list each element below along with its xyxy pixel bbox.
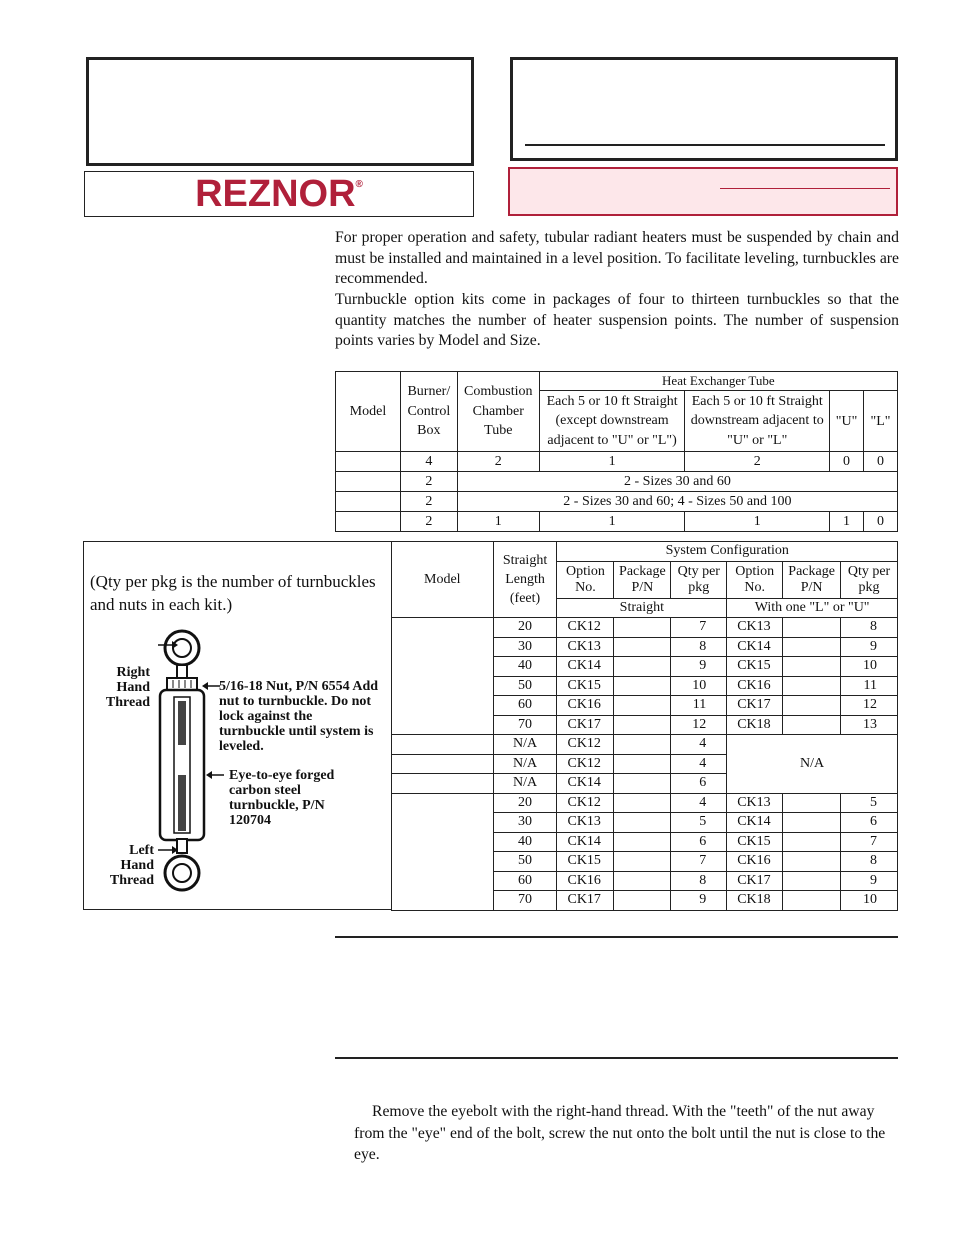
figure-arrows bbox=[150, 640, 230, 870]
col-burner: Burner/ Control Box bbox=[400, 372, 457, 452]
table-row: N/A CK12 4 bbox=[392, 754, 898, 774]
qty-note: (Qty per pkg is the number of turnbuckles and nuts in each kit.) bbox=[90, 572, 376, 614]
col-option-b: Option No. bbox=[727, 561, 783, 598]
table-row: 50 CK15 10 CK16 11 bbox=[392, 676, 898, 696]
col-each-straight: Each 5 or 10 ft Straight (except downstream adjacent to "U" or "L") bbox=[539, 391, 685, 452]
table-row: 2 2 - Sizes 30 and 60; 4 - Sizes 50 and 100 bbox=[336, 492, 898, 512]
col-package-b: Package P/N bbox=[783, 561, 841, 598]
table-row: 40 CK14 9 CK15 10 bbox=[392, 657, 898, 677]
table-row: 70 CK17 9 CK18 10 bbox=[392, 891, 898, 911]
table-row: 30 CK13 8 CK14 9 bbox=[392, 637, 898, 657]
header-pink-box bbox=[508, 167, 898, 216]
header-box-left bbox=[86, 57, 474, 166]
table-row: 60 CK16 8 CK17 9 bbox=[392, 871, 898, 891]
col-l: "L" bbox=[864, 391, 898, 452]
table-row: 40 CK14 6 CK15 7 bbox=[392, 832, 898, 852]
col-model: Model bbox=[336, 372, 401, 452]
table-row: 4 2 1 2 0 0 bbox=[336, 452, 898, 472]
instruction-paragraph: Remove the eyebolt with the right-hand thread. With the "teeth" of the nut away from the "eye" end of the bolt, screw the nut onto the bolt until the nut is close to the eye. bbox=[354, 1103, 886, 1163]
col-combustion: Combustion Chamber Tube bbox=[457, 372, 539, 452]
col-u: "U" bbox=[830, 391, 864, 452]
header-box-right bbox=[510, 57, 898, 161]
suspension-points-table bbox=[335, 371, 898, 532]
col-length: Straight Length (feet) bbox=[493, 542, 557, 618]
intro-paragraph-2: Turnbuckle option kits come in packages of four to thirteen turnbuckles so that the quantity matches the number of heater suspension points. The number of suspension points varies by Model and Size. bbox=[335, 291, 899, 350]
table-row: 60 CK16 11 CK17 12 bbox=[392, 696, 898, 716]
col-model: Model bbox=[392, 542, 494, 618]
intro-paragraph-1: For proper operation and safety, tubular radiant heaters must be suspended by chain and must be installed and maintained in a level position. To facilitate leveling, turnbuckles are recommended. bbox=[335, 229, 899, 288]
col-qty-b: Qty per pkg bbox=[841, 561, 898, 598]
turnbuckle-label: Eye-to-eye forged carbon steel turnbuckle, P/N 120704 bbox=[229, 768, 335, 828]
right-hand-thread-label: Right Hand Thread bbox=[105, 665, 150, 710]
logo-box bbox=[84, 171, 474, 217]
section-rule-bottom bbox=[335, 1057, 898, 1059]
table-row: N/A CK14 6 bbox=[392, 774, 898, 794]
reznor-logo: REZNOR® bbox=[195, 172, 363, 215]
col-with-lu: With one "L" or "U" bbox=[727, 598, 898, 618]
table-row: N/A CK12 4 N/A bbox=[392, 735, 898, 755]
table-row: 2 2 - Sizes 30 and 60 bbox=[336, 472, 898, 492]
left-hand-thread-label: Left Hand Thread bbox=[109, 843, 154, 888]
table-row: 20 CK12 4 CK13 5 bbox=[392, 793, 898, 813]
col-hx: Heat Exchanger Tube bbox=[539, 372, 897, 391]
turnbuckle-kit-table bbox=[391, 541, 898, 911]
table-row: 30 CK13 5 CK14 6 bbox=[392, 813, 898, 833]
col-qty-a: Qty per pkg bbox=[671, 561, 727, 598]
table-row: 50 CK15 7 CK16 8 bbox=[392, 852, 898, 872]
col-package-a: Package P/N bbox=[614, 561, 671, 598]
col-each-downstream: Each 5 or 10 ft Straight downstream adjacent to "U" or "L" bbox=[685, 391, 830, 452]
col-system: System Configuration bbox=[557, 542, 898, 562]
na-cell: N/A bbox=[727, 735, 898, 794]
section-rule-top bbox=[335, 936, 898, 938]
table-row: 20 CK12 7 CK13 8 bbox=[392, 618, 898, 638]
table-row: 70 CK17 12 CK18 13 bbox=[392, 715, 898, 735]
col-straight: Straight bbox=[557, 598, 727, 618]
nut-label: 5/16-18 Nut, P/N 6554 Add nut to turnbuckle. Do not lock against the turnbuckle until system is leveled. bbox=[219, 679, 379, 754]
table-row: 2 1 1 1 1 0 bbox=[336, 512, 898, 532]
col-option-a: Option No. bbox=[557, 561, 614, 598]
